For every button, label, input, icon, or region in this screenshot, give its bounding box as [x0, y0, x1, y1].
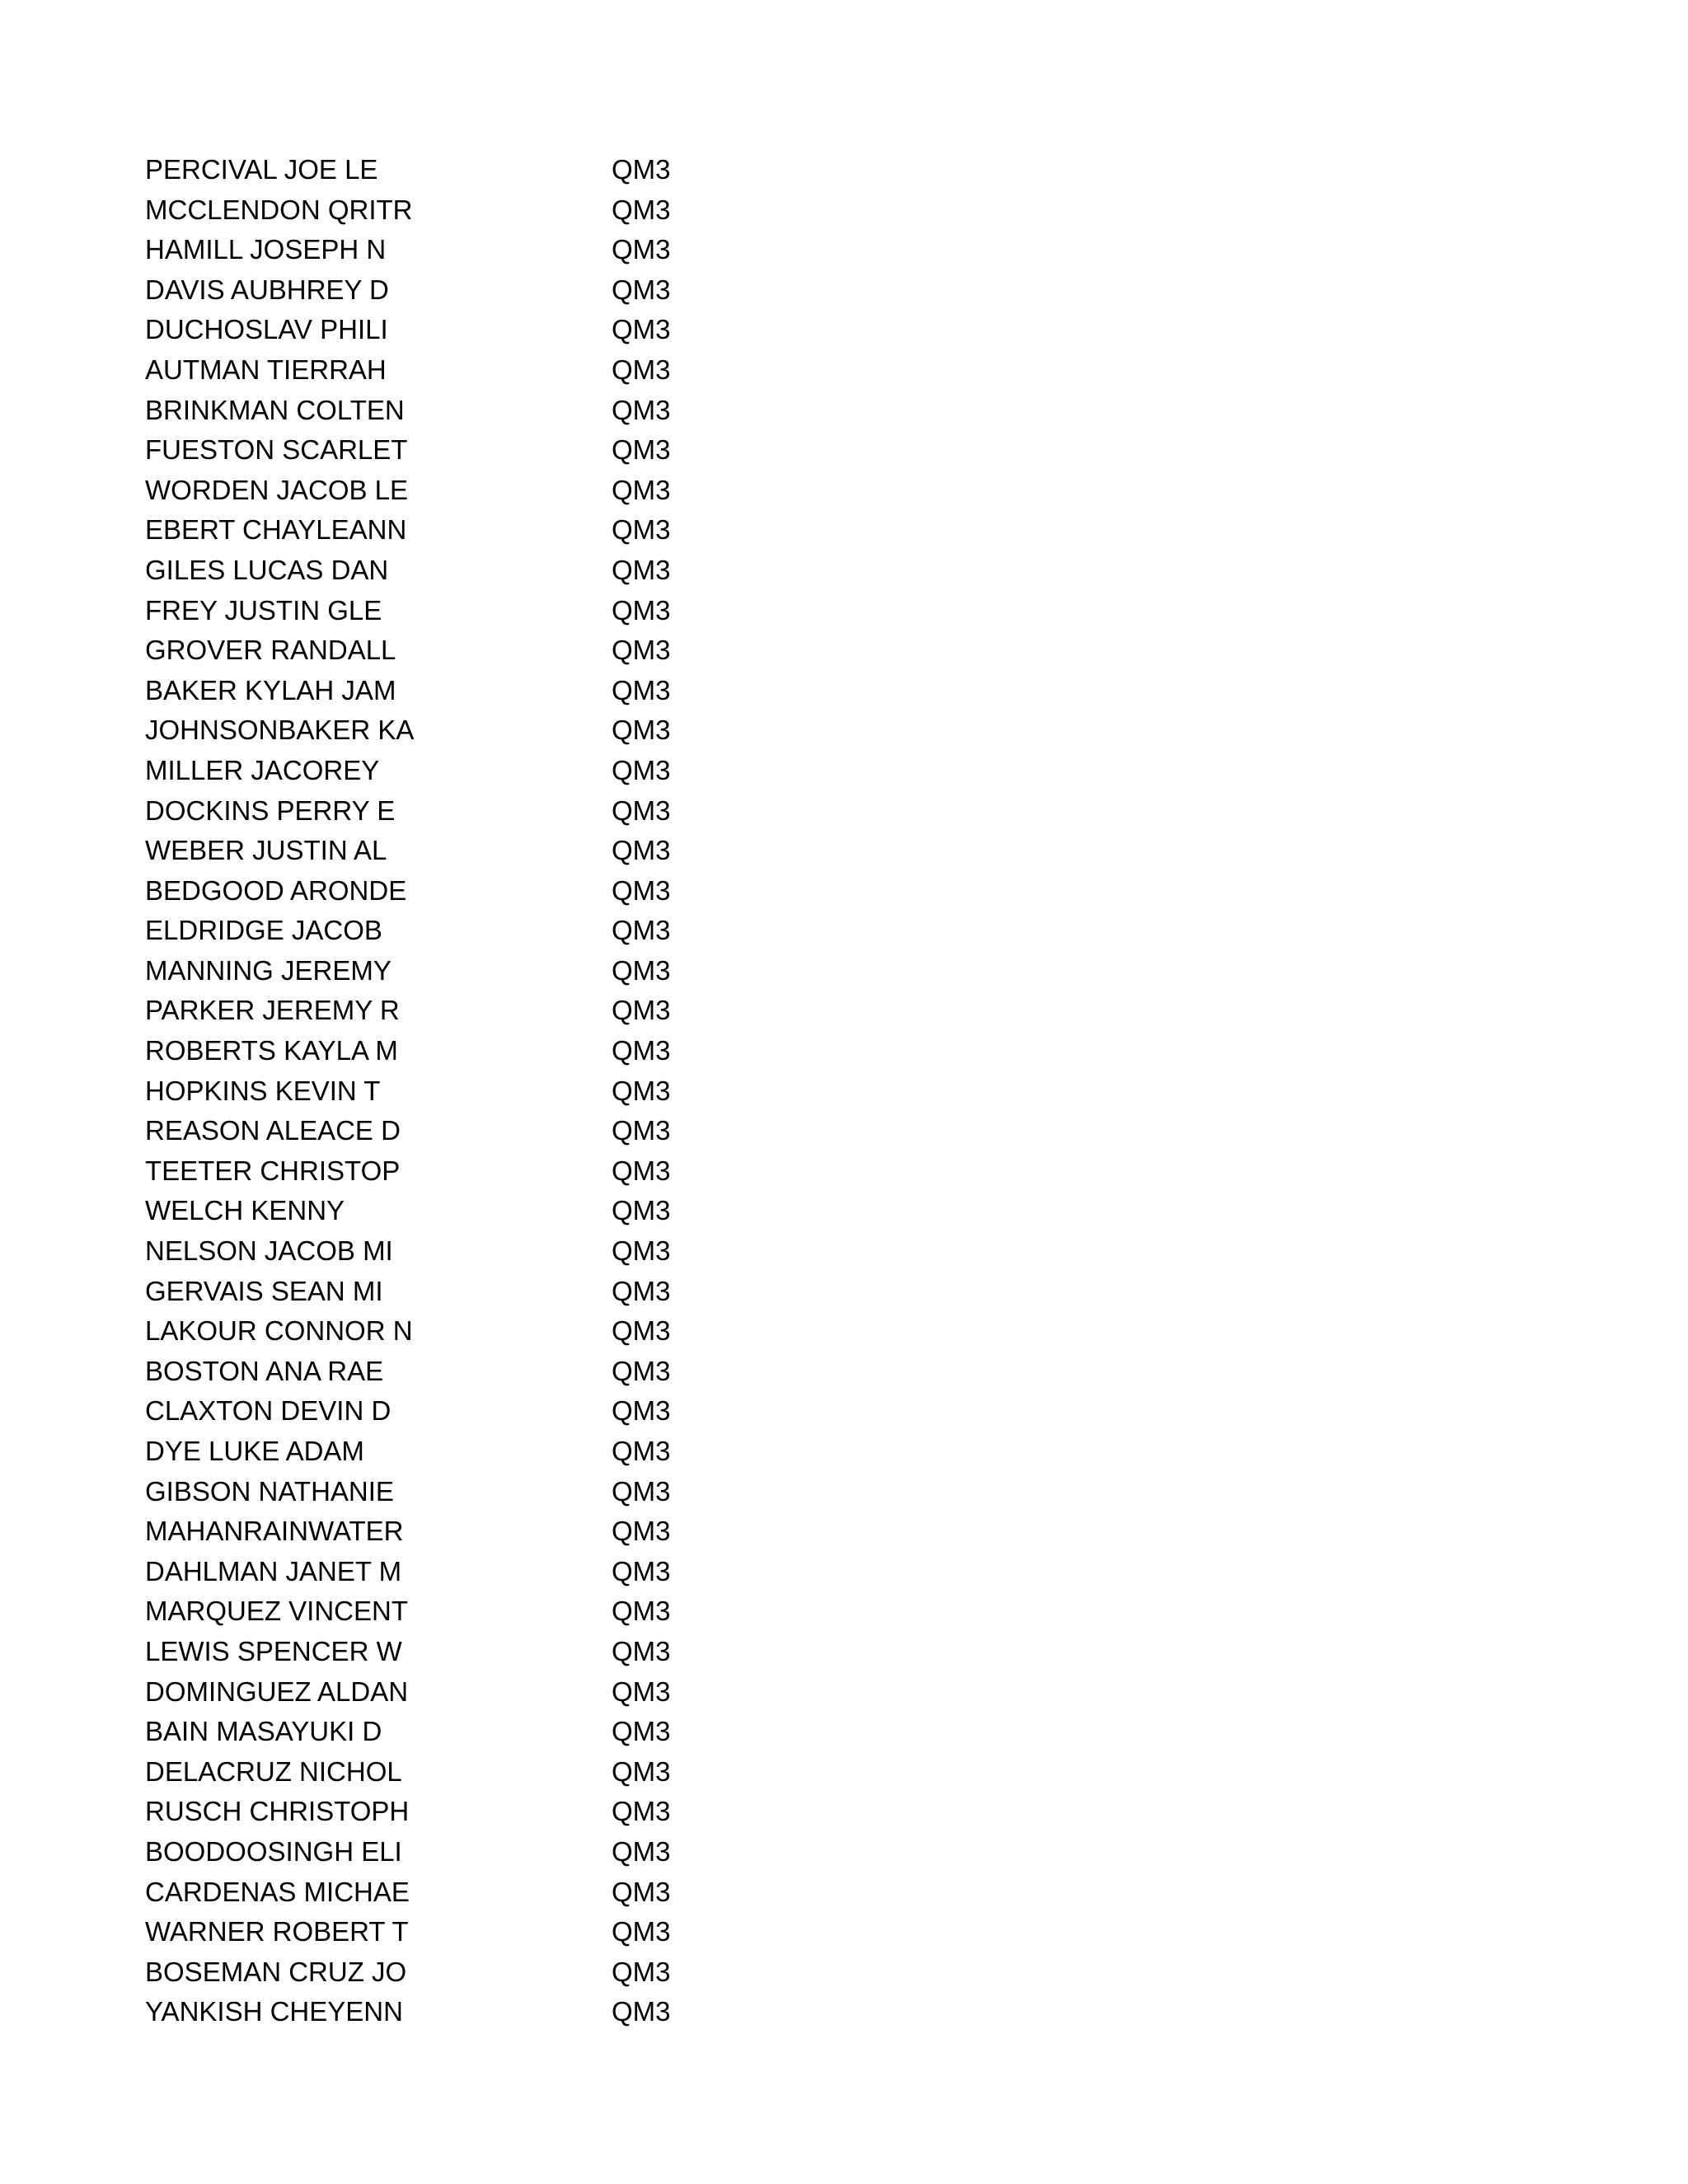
list-item — [145, 1632, 887, 1672]
list-item — [145, 1071, 887, 1112]
list-item — [145, 551, 887, 591]
list-item — [145, 1511, 887, 1552]
list-item — [145, 671, 887, 711]
person-name: DAVIS AUBHREY D — [145, 274, 389, 305]
list-item — [145, 310, 887, 350]
person-name: LAKOUR CONNOR N — [145, 1315, 413, 1347]
list-item — [145, 1191, 887, 1231]
list-item — [145, 1151, 887, 1192]
rate-code: QM3 — [612, 594, 671, 626]
rate-code: QM3 — [612, 1315, 671, 1347]
rate-code: QM3 — [612, 1876, 671, 1907]
list-item — [145, 1591, 887, 1632]
person-name: BOSEMAN CRUZ JO — [145, 1956, 407, 1987]
rate-code: QM3 — [612, 274, 671, 305]
person-name: GERVAIS SEAN MI — [145, 1275, 383, 1306]
list-item — [145, 471, 887, 511]
rate-code: QM3 — [612, 674, 671, 705]
person-name: BEDGOOD ARONDE — [145, 874, 407, 906]
person-name: AUTMAN TIERRAH — [145, 354, 387, 385]
person-name: REASON ALEACE D — [145, 1115, 401, 1146]
list-item — [145, 1311, 887, 1352]
person-name: MANNING JEREMY — [145, 954, 392, 986]
list-item — [145, 831, 887, 871]
person-name: GROVER RANDALL — [145, 635, 396, 666]
person-name: ELDRIDGE JACOB — [145, 915, 382, 946]
rate-code: QM3 — [612, 394, 671, 425]
person-name: BAIN MASAYUKI D — [145, 1716, 382, 1747]
person-name: BOODOOSINGH ELI — [145, 1835, 402, 1867]
list-item — [145, 1792, 887, 1832]
person-name: NELSON JACOB MI — [145, 1235, 393, 1267]
rate-code: QM3 — [612, 1436, 671, 1466]
person-name: GILES LUCAS DAN — [145, 554, 389, 585]
list-item — [145, 350, 887, 391]
rate-code: QM3 — [612, 1155, 671, 1186]
list-item — [145, 1952, 887, 1993]
rate-code: QM3 — [612, 635, 671, 666]
person-name: EBERT CHAYLEANN — [145, 514, 407, 546]
person-name: BOSTON ANA RAE — [145, 1355, 384, 1386]
rate-code: QM3 — [612, 915, 671, 946]
rate-code: QM3 — [612, 1235, 671, 1267]
person-name: GIBSON NATHANIE — [145, 1475, 394, 1507]
person-name: FREY JUSTIN GLE — [145, 594, 382, 626]
rate-code: QM3 — [612, 1755, 671, 1787]
person-name: MCCLENDON QRITR — [145, 194, 413, 225]
list-item — [145, 1912, 887, 1952]
list-item — [145, 510, 887, 551]
list-item — [145, 230, 887, 270]
list-item — [145, 1752, 887, 1793]
list-item — [145, 1111, 887, 1151]
rate-code: QM3 — [612, 474, 671, 505]
rate-code: QM3 — [612, 874, 671, 906]
person-name: ROBERTS KAYLA M — [145, 1035, 398, 1066]
list-item — [145, 430, 887, 471]
person-name: WELCH KENNY — [145, 1195, 345, 1226]
rate-code: QM3 — [612, 754, 671, 785]
rate-code: QM3 — [612, 1835, 671, 1867]
list-item — [145, 710, 887, 751]
person-name: MARQUEZ VINCENT — [145, 1596, 409, 1627]
roster-list — [145, 150, 887, 2032]
rate-code: QM3 — [612, 1275, 671, 1306]
rate-code: QM3 — [612, 1996, 671, 2027]
rate-code: QM3 — [612, 1355, 671, 1386]
list-item — [145, 1432, 887, 1472]
person-name: DOMINGUEZ ALDAN — [145, 1675, 409, 1707]
rate-code: QM3 — [612, 1796, 671, 1827]
person-name: WORDEN JACOB LE — [145, 474, 409, 505]
rate-code: QM3 — [612, 1635, 671, 1666]
rate-code: QM3 — [612, 995, 671, 1026]
list-item — [145, 991, 887, 1031]
rate-code: QM3 — [612, 1075, 671, 1106]
rate-code: QM3 — [612, 1555, 671, 1586]
person-name: LEWIS SPENCER W — [145, 1635, 402, 1666]
rate-code: QM3 — [612, 434, 671, 466]
list-item — [145, 1391, 887, 1432]
person-name: PARKER JEREMY R — [145, 995, 400, 1026]
list-item — [145, 1031, 887, 1071]
person-name: DELACRUZ NICHOL — [145, 1755, 402, 1787]
person-name: FUESTON SCARLET — [145, 434, 408, 466]
rate-code: QM3 — [612, 1475, 671, 1507]
person-name: WEBER JUSTIN AL — [145, 835, 387, 866]
rate-code: QM3 — [612, 1395, 671, 1427]
person-name: DAHLMAN JANET M — [145, 1555, 402, 1586]
list-item — [145, 270, 887, 311]
list-item — [145, 591, 887, 631]
rate-code: QM3 — [612, 1956, 671, 1987]
person-name: CARDENAS MICHAE — [145, 1876, 410, 1907]
list-item — [145, 150, 887, 190]
list-item — [145, 1832, 887, 1872]
person-name: DUCHOSLAV PHILI — [145, 314, 388, 345]
person-name: WARNER ROBERT T — [145, 1916, 409, 1947]
person-name: YANKISH CHEYENN — [145, 1996, 403, 2027]
rate-code: QM3 — [612, 794, 671, 826]
list-item — [145, 1712, 887, 1752]
list-item — [145, 1552, 887, 1592]
rate-code: QM3 — [612, 1916, 671, 1947]
list-item — [145, 1272, 887, 1312]
list-item — [145, 911, 887, 951]
rate-code: QM3 — [612, 554, 671, 585]
rate-code: QM3 — [612, 954, 671, 986]
list-item — [145, 951, 887, 991]
person-name: BRINKMAN COLTEN — [145, 394, 405, 425]
list-item — [145, 791, 887, 832]
list-item — [145, 630, 887, 671]
rate-code: QM3 — [612, 234, 671, 265]
person-name: PERCIVAL JOE LE — [145, 154, 378, 185]
list-item — [145, 871, 887, 912]
person-name: DYE LUKE ADAM — [145, 1436, 364, 1466]
rate-code: QM3 — [612, 194, 671, 225]
person-name: JOHNSONBAKER KA — [145, 715, 415, 746]
rate-code: QM3 — [612, 1675, 671, 1707]
rate-code: QM3 — [612, 1716, 671, 1747]
rate-code: QM3 — [612, 715, 671, 746]
rate-code: QM3 — [612, 154, 671, 185]
list-item — [145, 1872, 887, 1913]
list-item — [145, 190, 887, 231]
list-item — [145, 1352, 887, 1392]
person-name: MAHANRAINWATER — [145, 1516, 404, 1547]
rate-code: QM3 — [612, 1516, 671, 1547]
person-name: BAKER KYLAH JAM — [145, 674, 396, 705]
rate-code: QM3 — [612, 835, 671, 866]
rate-code: QM3 — [612, 514, 671, 546]
list-item — [145, 391, 887, 431]
person-name: HOPKINS KEVIN T — [145, 1075, 381, 1106]
rate-code: QM3 — [612, 1596, 671, 1627]
rate-code: QM3 — [612, 1115, 671, 1146]
rate-code: QM3 — [612, 1035, 671, 1066]
list-item — [145, 1672, 887, 1713]
list-item — [145, 1472, 887, 1512]
rate-code: QM3 — [612, 1195, 671, 1226]
person-name: TEETER CHRISTOP — [145, 1155, 401, 1186]
person-name: DOCKINS PERRY E — [145, 794, 396, 826]
list-item — [145, 1231, 887, 1272]
rate-code: QM3 — [612, 314, 671, 345]
person-name: RUSCH CHRISTOPH — [145, 1796, 410, 1827]
person-name: HAMILL JOSEPH N — [145, 234, 387, 265]
list-item — [145, 751, 887, 791]
rate-code: QM3 — [612, 354, 671, 385]
person-name: CLAXTON DEVIN D — [145, 1395, 392, 1427]
list-item — [145, 1992, 887, 2032]
person-name: MILLER JACOREY — [145, 754, 380, 785]
